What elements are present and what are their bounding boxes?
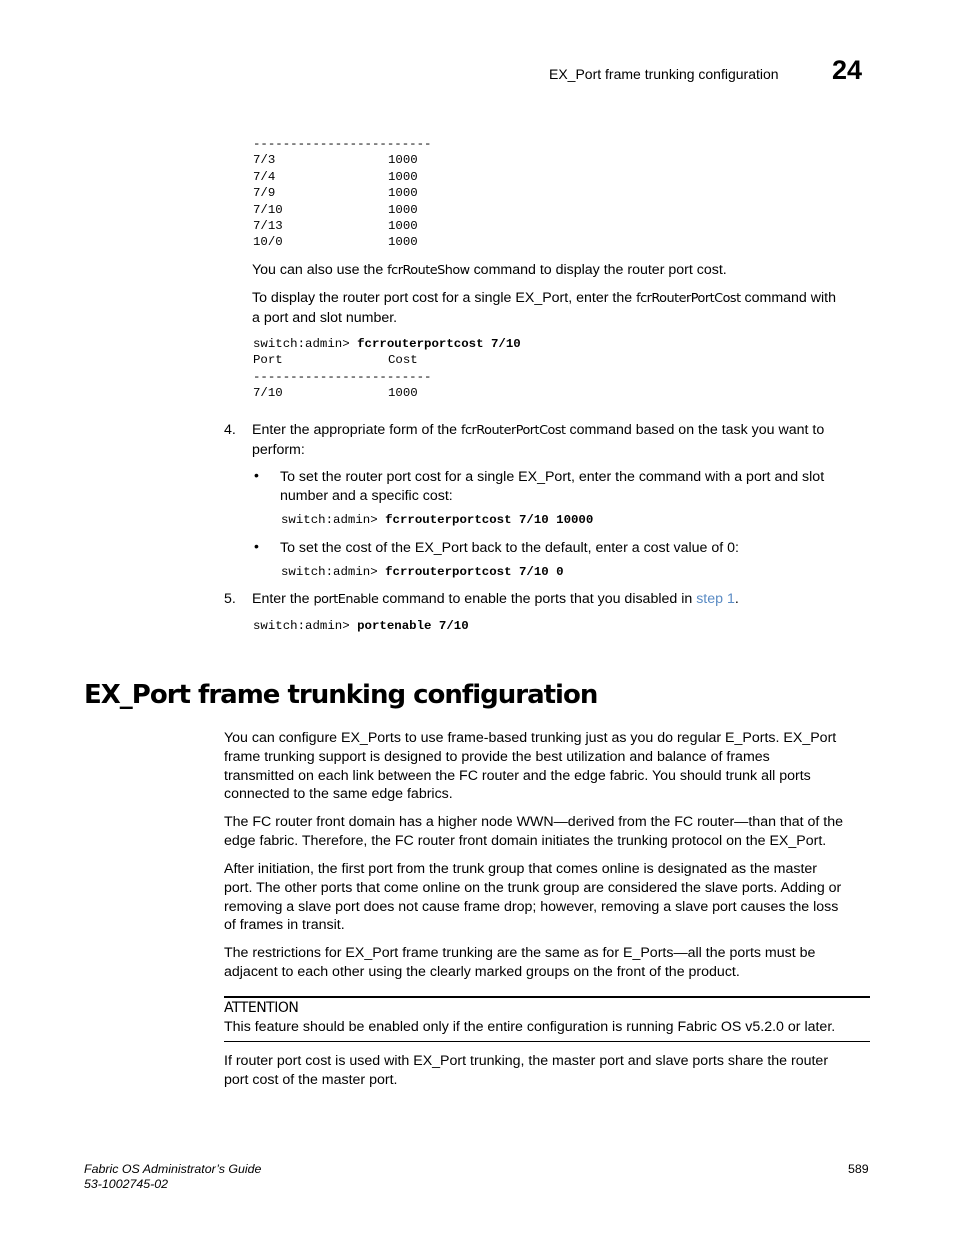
step-number-5: 5.: [224, 591, 236, 607]
command-name: fcrRouterPortCost: [636, 291, 741, 306]
code-row: [253, 185, 431, 201]
attention-top-rule: [224, 996, 870, 998]
port-value: 7/13: [253, 219, 283, 234]
section-paragraph-1: You can configure EX_Ports to use frame-based trunking just as you do regular E_Ports. EX_Port frame trunking support is designed to provide the best utilization and balance of frames transmitted on each link between the FC router and the edge fabric. You should trunk all ports connected to the same edge fabrics.: [224, 730, 837, 803]
step-5-text: Enter the portEnable command to enable the ports that you disabled in step 1.: [252, 591, 739, 607]
code-row: [253, 202, 431, 218]
command-name: fcrRouterPortCost: [461, 423, 566, 438]
port-value: 7/10: [253, 386, 283, 401]
attention-text: This feature should be enabled only if the entire configuration is running Fabric OS v5.2.0 or later.: [224, 1019, 836, 1035]
footer-guide-title: Fabric OS Administrator’s Guide: [84, 1162, 262, 1176]
bullet-icon: •: [254, 467, 259, 483]
chapter-number: 24: [832, 55, 863, 85]
code-block-port-cost-list: [253, 136, 431, 251]
section-paragraph-3: After initiation, the first port from the trunk group that comes online is designated as the master port. The other ports that come online on the trunk group are considered the slave ports. Adding or removing a slave port does not cause frame drop; however, removing a slave port causes the loss of frames in transit.: [224, 861, 842, 934]
running-header-title: EX_Port frame trunking configuration: [549, 66, 779, 82]
section-heading: EX_Port frame trunking configuration: [84, 680, 598, 710]
code-row: [253, 169, 431, 185]
code-step-5: [253, 618, 469, 634]
cli-prompt: switch:admin>: [281, 565, 386, 579]
cost-value: 1000: [388, 235, 418, 250]
cost-value: 1000: [388, 186, 418, 201]
section-paragraph-5: If router port cost is used with EX_Port trunking, the master port and slave ports share the router port cost of the master port.: [224, 1053, 829, 1088]
column-header-port: Port: [253, 353, 283, 368]
attention-bottom-rule: [224, 1041, 870, 1042]
bullet-2-text: To set the cost of the EX_Port back to the default, enter a cost value of 0:: [280, 540, 740, 556]
code-row: [253, 234, 431, 250]
section-paragraph-2: The FC router front domain has a higher node WWN—derived from the FC router—than that of the edge fabric. Therefore, the FC router front domain initiates the trunking protocol on the EX_Port.: [224, 814, 844, 849]
cli-command: fcrrouterportcost 7/10 10000: [385, 513, 594, 527]
paragraph-fcrrouteshow: You can also use the fcrRouteShow command to display the router port cost.: [252, 262, 727, 278]
port-value: 7/10: [253, 202, 283, 217]
code-block-fcrrouterportcost: [253, 336, 521, 402]
bullet-icon: •: [254, 538, 259, 554]
command-name: portEnable: [313, 592, 379, 607]
port-value: 10/0: [253, 235, 283, 250]
cli-prompt: switch:admin>: [253, 337, 358, 351]
step-4-text: Enter the appropriate form of the fcrRouterPortCost command based on the task you want to perform:: [252, 422, 825, 458]
step-number-4: 4.: [224, 422, 236, 438]
code-bullet-1: [281, 512, 593, 528]
port-value: 7/4: [253, 169, 276, 184]
step-1-link[interactable]: step 1: [696, 591, 735, 607]
command-name: fcrRouteShow: [387, 263, 470, 278]
page-number: 589: [848, 1162, 869, 1176]
cli-command: fcrrouterportcost 7/10 0: [385, 565, 564, 579]
footer-doc-number: 53-1002745-02: [84, 1177, 169, 1191]
cost-value: 1000: [388, 153, 418, 168]
bullet-1-text: To set the router port cost for a single EX_Port, enter the command with a port and slot number and a specific cost:: [280, 469, 825, 504]
code-separator: ------------------------: [253, 369, 432, 384]
cli-command: portenable 7/10: [357, 619, 469, 633]
code-bullet-2: [281, 564, 564, 580]
cost-value: 1000: [388, 386, 418, 401]
cli-prompt: switch:admin>: [281, 513, 386, 527]
code-row: [253, 218, 431, 234]
cost-value: 1000: [388, 202, 418, 217]
code-row: [253, 152, 431, 168]
cli-prompt: switch:admin>: [253, 619, 358, 633]
cli-command: fcrrouterportcost 7/10: [357, 337, 521, 351]
section-paragraph-4: The restrictions for EX_Port frame trunking are the same as for E_Ports—all the ports must be adjacent to each other using the clearly marked groups on the front of the product.: [224, 945, 816, 980]
port-value: 7/9: [253, 186, 276, 201]
cost-value: 1000: [388, 169, 418, 184]
column-header-cost: Cost: [388, 353, 418, 368]
attention-label: ATTENTION: [224, 1000, 299, 1016]
cost-value: 1000: [388, 219, 418, 234]
code-separator: ------------------------: [253, 137, 432, 151]
paragraph-single-export: To display the router port cost for a single EX_Port, enter the fcrRouterPortCost command with a port and slot number.: [252, 290, 836, 326]
port-value: 7/3: [253, 153, 276, 168]
